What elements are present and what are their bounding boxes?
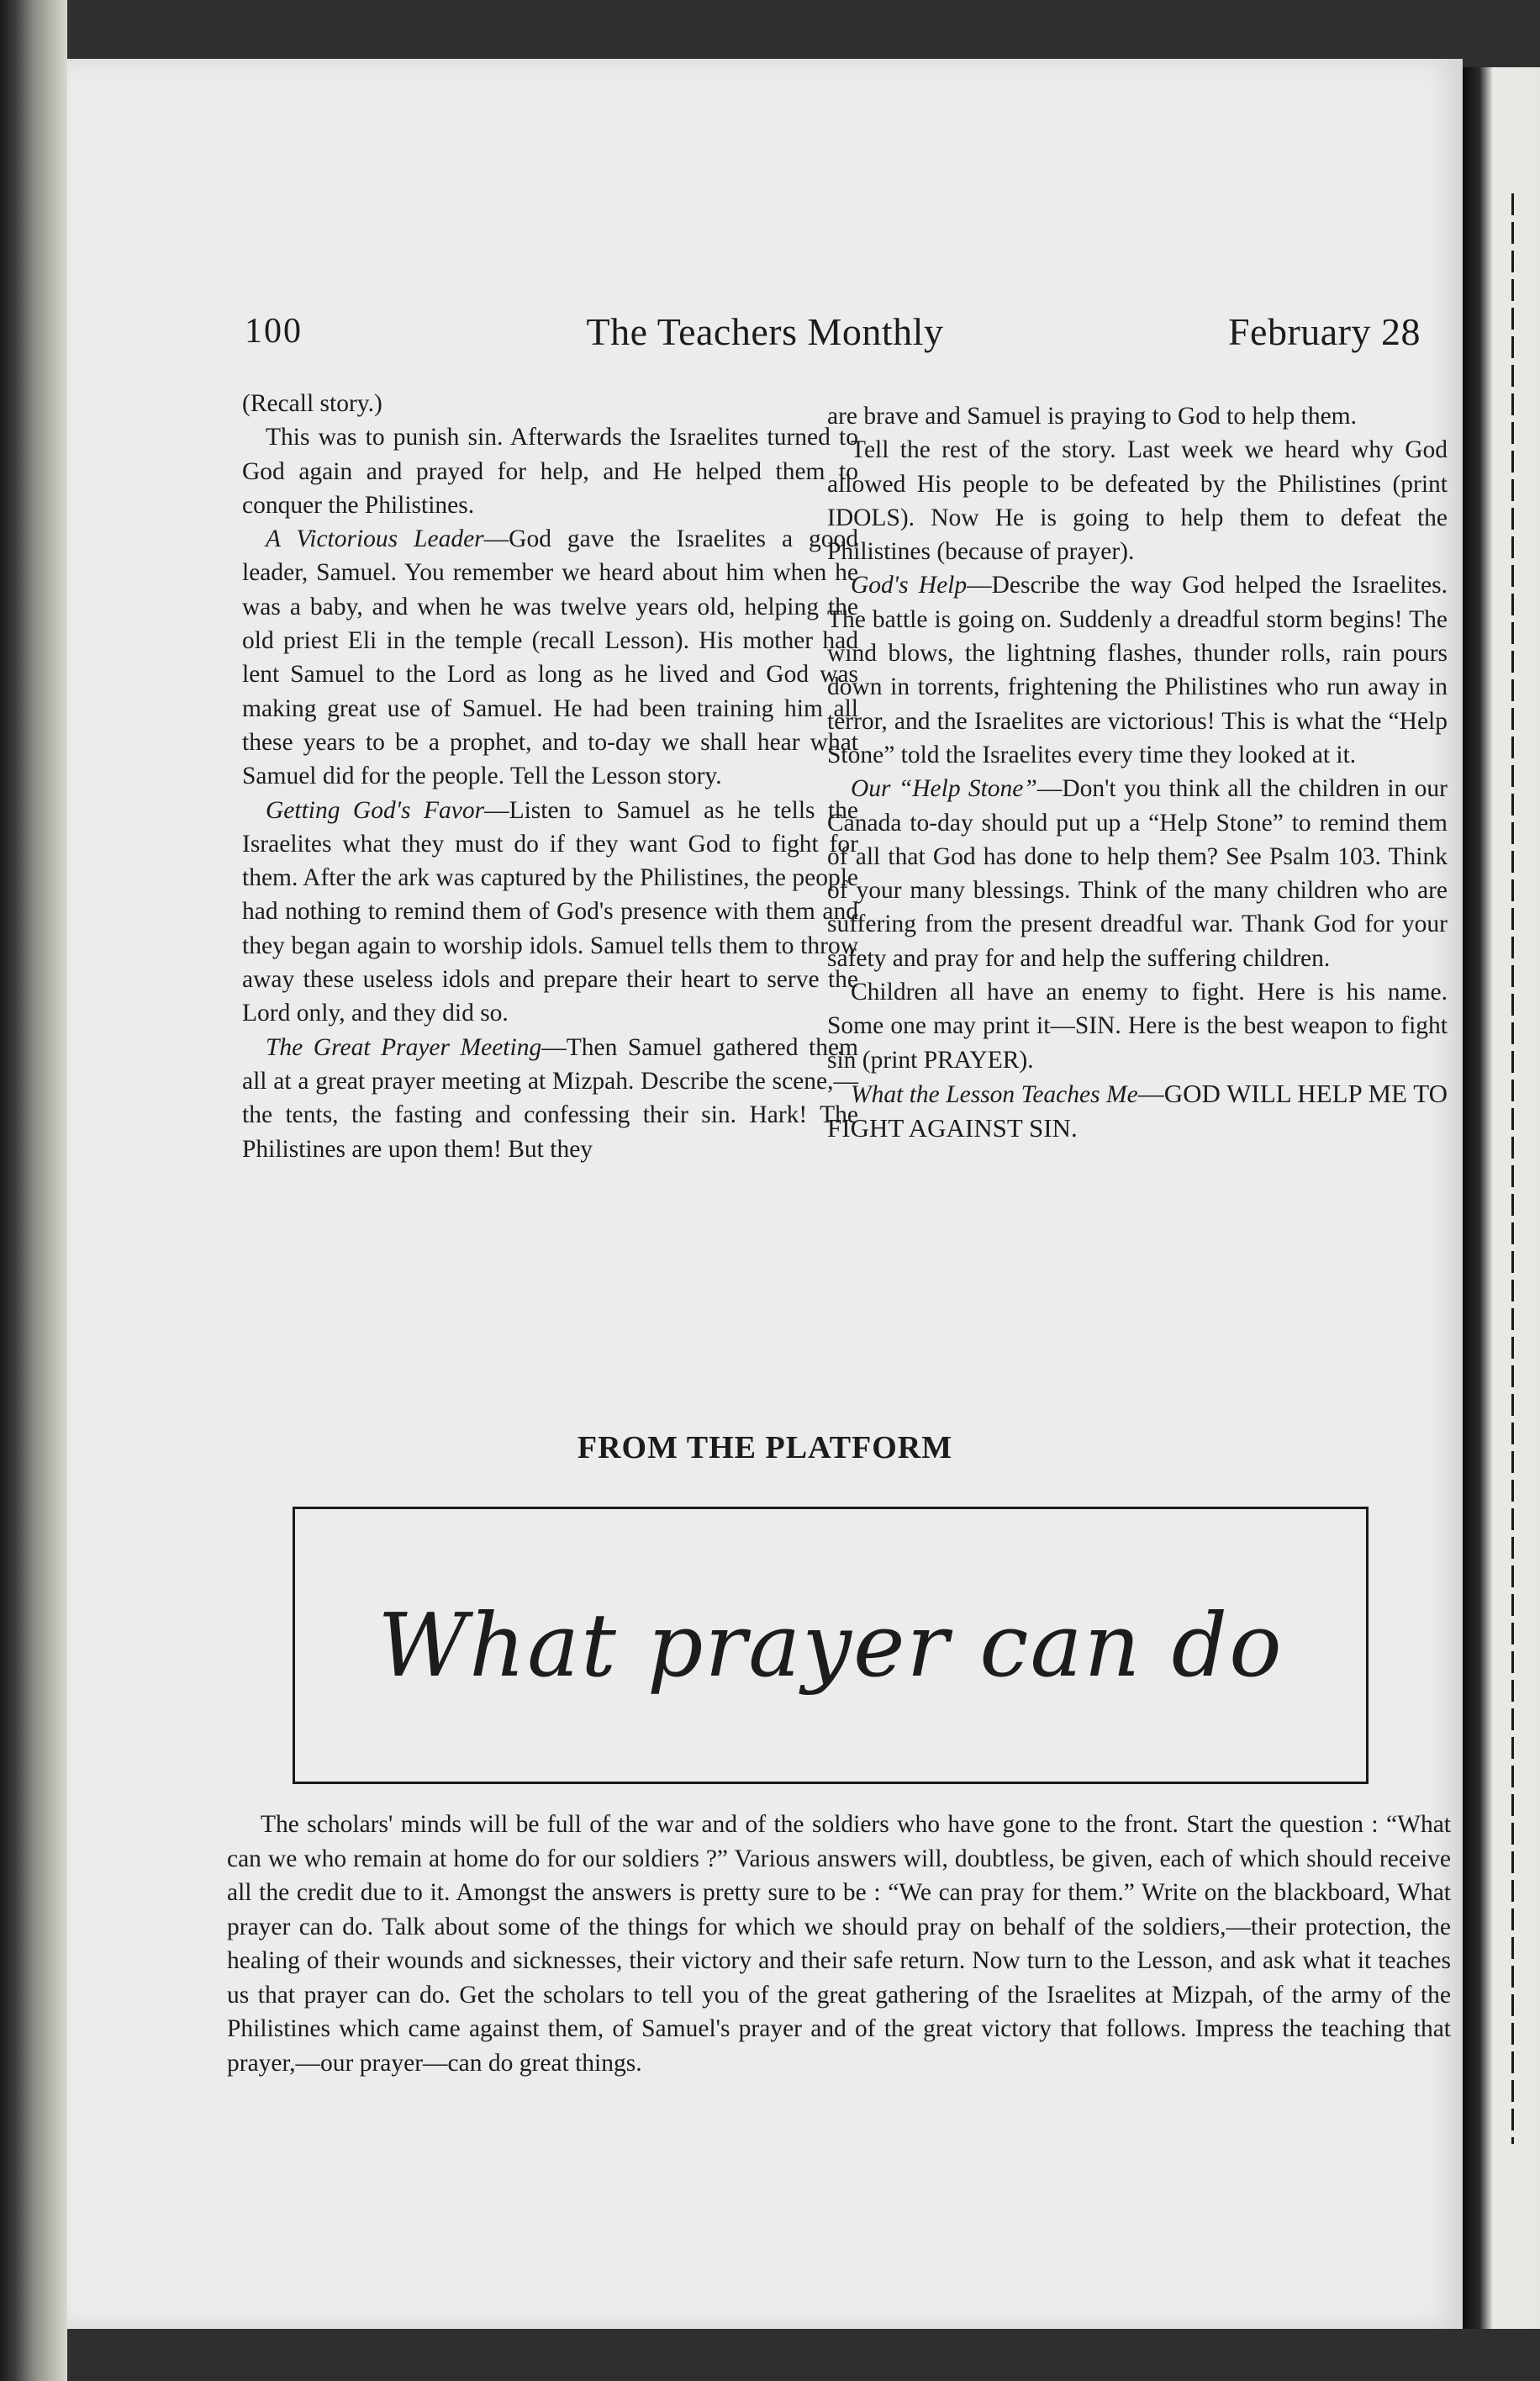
paragraph-text: —Describe the way God helped the Israelites. The battle is going on. Suddenly a dreadful storm begins! The wind blows, the lightning flashes, thunder rolls, rain pours down in torrents, frightening the Philistines who run away in terror, and the Israelites are victorious! This is what the “Help Stone” told the Israelites every time they looked at it.	[827, 572, 1448, 768]
right-column	[827, 399, 1448, 1147]
paragraph-heading: What the Lesson Teaches Me	[851, 1080, 1138, 1108]
paragraph	[242, 794, 858, 1031]
paragraph-heading: The Great Prayer Meeting	[266, 1033, 542, 1061]
paragraph	[827, 568, 1448, 772]
paragraph	[827, 433, 1448, 568]
paragraph-heading: A Victorious Leader	[266, 525, 484, 553]
paragraph	[827, 772, 1448, 975]
paragraph	[827, 975, 1448, 1077]
paragraph	[242, 420, 858, 522]
page-number: 100	[245, 312, 303, 351]
book-spine	[0, 0, 67, 2381]
left-column	[242, 387, 858, 1166]
running-header	[67, 261, 1463, 353]
paragraph-text: Tell the rest of the story. Last week we heard why God allowed His people to be defeated by the Philistines (print IDOLS). Now He is going to help them to defeat the Philistines (because of prayer).	[827, 436, 1448, 566]
paragraph-text: (Recall story.)	[242, 390, 382, 417]
paragraph-text: —Listen to Samuel as he tells the Israelites what they must do if they want God to fight for them. After the ark was captured by the Philistines, the people had nothing to remind them of God's presence with them and they began again to worship idols. Samuel tells them to throw away these useless idols and prepare their heart to serve the Lord only, and they did so.	[242, 796, 858, 1027]
paragraph	[242, 1031, 858, 1166]
page	[67, 59, 1463, 2329]
paragraph	[827, 399, 1448, 433]
paragraph-text: This was to punish sin. Afterwards the Israelites turned to God again and prayed for help, and He helped them to conquer the Philistines.	[242, 424, 858, 519]
paragraph	[827, 1077, 1448, 1147]
paragraph-text: Children all have an enemy to fight. Here is his name. Some one may print it—SIN. Here is the best weapon to fight sin (print PRAYER).	[827, 979, 1448, 1074]
paragraph-text: —Don't you think all the children in our Canada to-day should put up a “Help Stone” to remind them of all that God has done to help them? See Psalm 103. Think of your many blessings. Think of the many children who are suffering from the present dreadful war. Thank God for your safety and pray for and help the suffering children.	[827, 775, 1448, 972]
paragraph-text: —GOD WILL HELP ME TO FIGHT AGAINST SIN.	[827, 1078, 1448, 1143]
facing-page-edge	[1463, 67, 1540, 2329]
platform-body	[227, 1808, 1451, 2080]
paragraph-text: are brave and Samuel is praying to God to help them.	[827, 403, 1357, 430]
paragraph	[242, 387, 858, 420]
blackboard-box	[293, 1507, 1369, 1784]
paragraph-heading: God's Help	[851, 572, 968, 599]
paragraph-text: —God gave the Israelites a good leader, Samuel. You remember we heard about him when he was a baby, and when he was twelve years old, helping the old priest Eli in the temple (recall Lesson). His mother had lent Samuel to the Lord as long as he lived and God was making great use of Samuel. He had been training him all these years to be a prophet, and to-day we shall hear what Samuel did for the people. Tell the Lesson story.	[242, 525, 858, 790]
blackboard-text: What prayer can do	[377, 1594, 1284, 1697]
paragraph-heading: Getting God's Favor	[266, 796, 485, 824]
paragraph-text: —Then Samuel gathered them all at a great prayer meeting at Mizpah. Describe the scene,—the tents, the fasting and confessing their sin. Hark! The Philistines are upon them! But they	[242, 1033, 858, 1163]
paragraph	[242, 522, 858, 793]
paragraph: The scholars' minds will be full of the war and of the soldiers who have gone to the front. Start the question : “What can we who remain at home do for our soldiers ?” Various answers will, doubtless, be given, each of which should receive all the credit due to it. Amongst the answers is pretty sure to be : “We can pray for them.” Write on the blackboard, What prayer can do. Talk about some of the things for which we should pray on behalf of the soldiers,—their protection, the healing of their wounds and sicknesses, their victory and their safe return. Now turn to the Lesson, and ask what it teaches us that prayer can do. Get the scholars to tell you of the great gathering of the Israelites at Mizpah, of the army of the Philistines which came against them, of Samuel's prayer and of the great victory that follows. Impress the teaching that prayer,—our prayer—can do great things.	[227, 1811, 1451, 2077]
section-heading: FROM THE PLATFORM	[577, 1430, 953, 1465]
journal-title: The Teachers Monthly	[586, 310, 944, 353]
dotted-border-rule	[1511, 193, 1514, 2144]
issue-date: February 28	[1227, 310, 1421, 353]
paragraph-heading: Our “Help Stone”	[851, 775, 1037, 803]
